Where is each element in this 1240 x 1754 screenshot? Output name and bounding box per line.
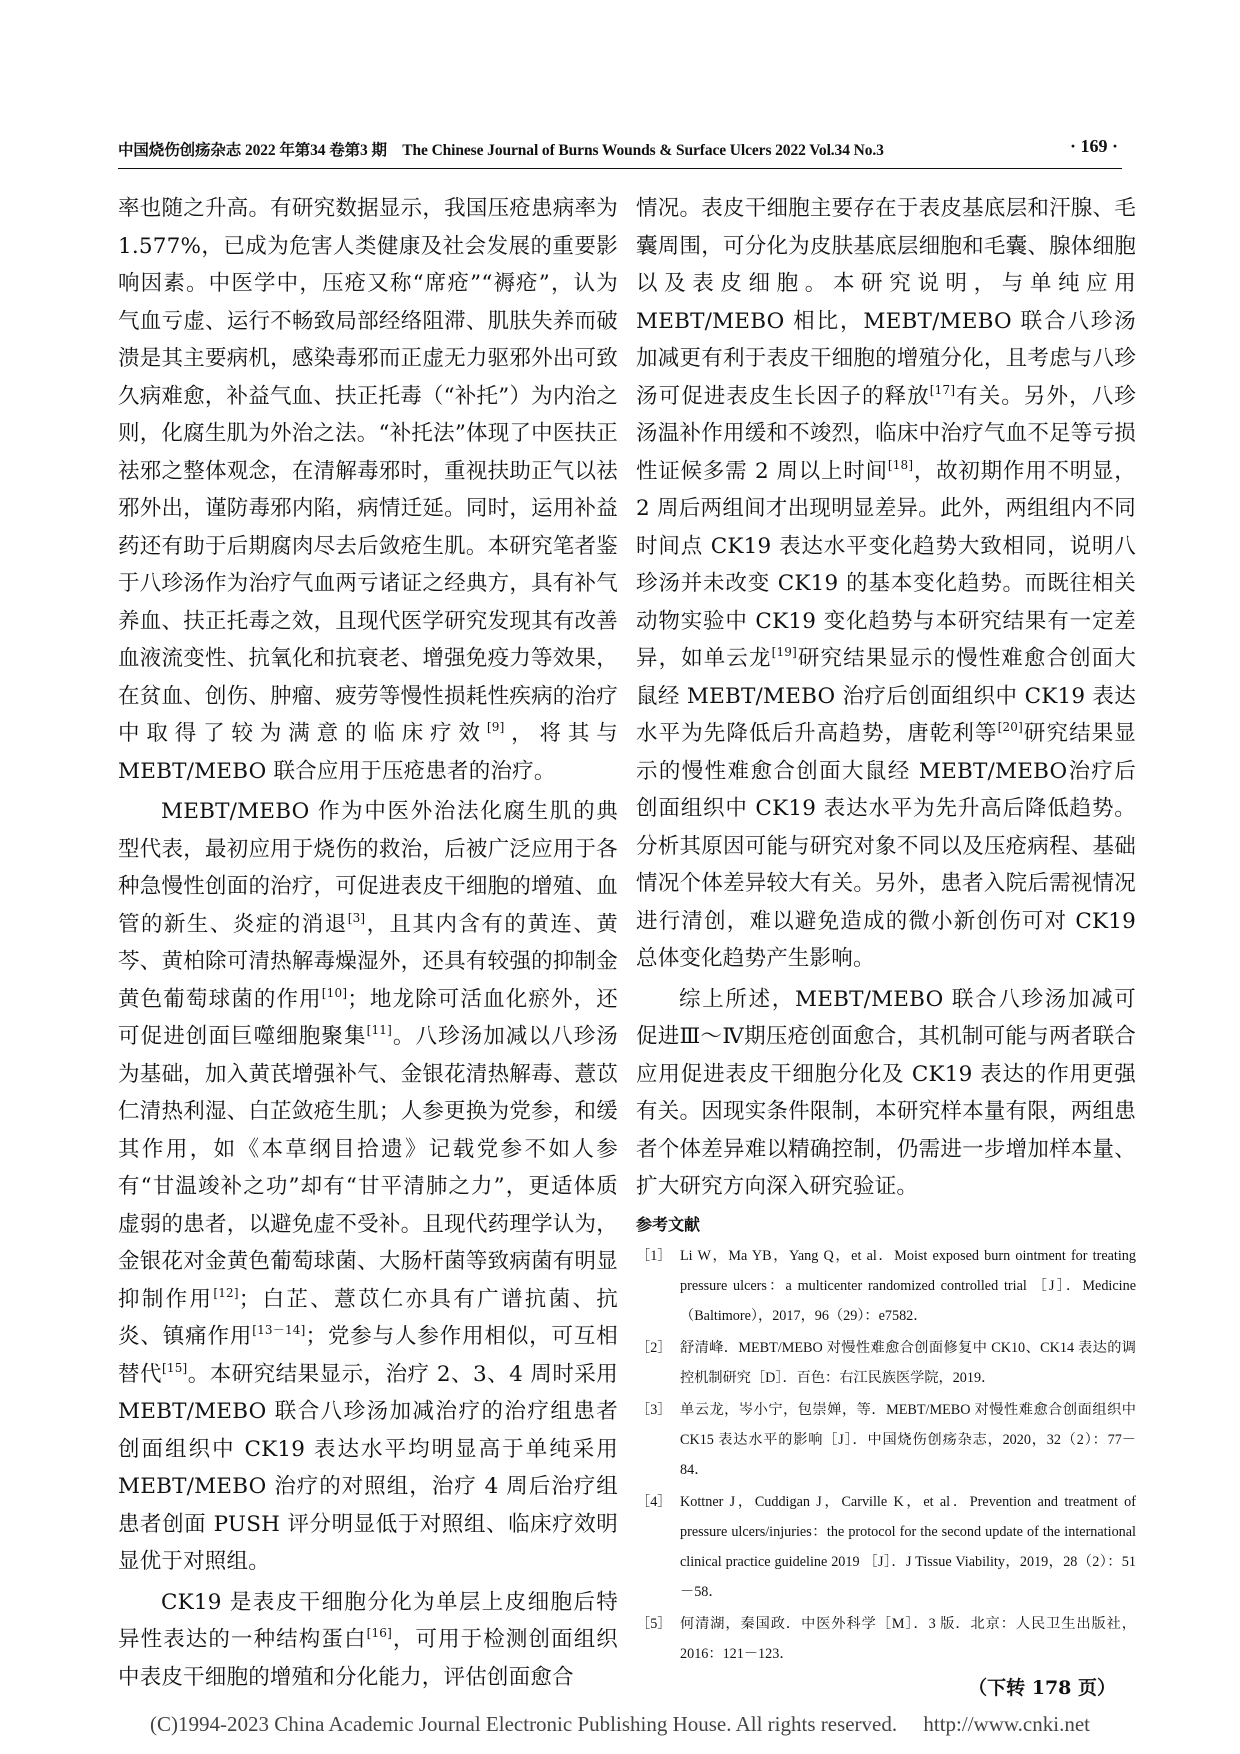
- copyright-footer: (C)1994-2023 China Academic Journal Electronic Publishing House. All rights reserved. http://www.cnki.net: [150, 1712, 1090, 1736]
- reference-text: Kottner J，Cuddigan J，Carville K，et al．Prevention and treatment of pressure ulcers/injuries：the protocol for the second update of the international clinical practice guideline 2019 ［J］．J Tissue Viability，2019，28（2）：51－58．: [680, 1493, 1136, 1600]
- references-heading: 参考文献: [636, 1214, 701, 1234]
- citation[interactable]: [12]: [213, 1285, 239, 1300]
- citation[interactable]: [11]: [366, 1023, 393, 1037]
- citation[interactable]: [10]: [321, 985, 348, 1000]
- paragraph: 率也随之升高。有研究数据显示，我国压疮患病率为 1.577%，已成为危害人类健康及社会发展的重要影响因素。中医学中，压疮又称“席疮”“褥疮”，认为气血亏虚、运行不畅致局部经络阻滞、肌肤失养而破溃是其主要病机，感染毒邪而正虚无力驱邪外出可致久病难愈，补益气血、扶正托毒（“补托”）为内治之则，化腐生肌为外治之法。“补托法”体现了中医扶正祛邪之整体观念，在清解毒邪时，重视扶助正气以祛邪外出，谨防毒邪内陷，病情迁延。同时，运用补益药还有助于后期腐肉尽去后敛疮生肌。本研究笔者鉴于八珍汤作为治疗气血两亏诸证之经典方，具有补气养血、扶正托毒之效，且现代医学研究发现其有改善血液流变性、抗氧化和抗衰老、增强免疫力等效果，在贫血、创伤、肿瘤、疲劳等慢性损耗性疾病的治疗中取得了较为满意的临床疗效[9]，将其与 MEBT/MEBO 联合应用于压疮患者的治疗。: [118, 196, 618, 784]
- reference-number: ［3］: [636, 1401, 672, 1418]
- citation[interactable]: [3]: [347, 910, 366, 925]
- reference-number: ［4］: [636, 1493, 672, 1510]
- paragraph: 综上所述，MEBT/MEBO 联合八珍汤加减可促进Ⅲ～Ⅳ期压疮创面愈合，其机制可能与两者联合应用促进表皮干细胞分化及 CK19 表达的作用更强有关。因现实条件限制，本研究样本量有限，两组患者个体差异难以精确控制，仍需进一步增加样本量、扩大研究方向深入研究验证。: [636, 986, 1136, 1199]
- reference-item: [636, 1395, 1136, 1485]
- running-header: [118, 132, 1122, 169]
- paragraph: MEBT/MEBO 作为中医外治法化腐生肌的典型代表，最初应用于烧伤的救治，后被广泛应用于各种急慢性创面的治疗，可促进表皮干细胞的增殖、血管的新生、炎症的消退[3]，且其内含有的黄连、黄芩、黄柏除可清热解毒燥湿外，还具有较强的抑制金黄色葡萄球菌的作用[10]；地龙除可活血化瘀外，还可促进创面巨噬细胞聚集[11]。八珍汤加减以八珍汤为基础，加入黄芪增强补气、金银花清热解毒、薏苡仁清热利湿、白芷敛疮生肌；人参更换为党参，和缓其作用，如《本草纲目拾遗》记载党参不如人参有“甘温竣补之功”却有“甘平清肺之力”，更适体质虚弱的患者，以避免虚不受补。且现代药理学认为，金银花对金黄色葡萄球菌、大肠杆菌等致病菌有明显抑制作用[12]；白芷、薏苡仁亦具有广谱抗菌、抗炎、镇痛作用[13－14]；党参与人参作用相似，可互相替代[15]。本研究结果显示，治疗 2、3、4 周时采用 MEBT/MEBO 联合八珍汤加减治疗的治疗组患者创面组织中 CK19 表达水平均明显高于单纯采用 MEBT/MEBO 治疗的对照组，治疗 4 周后治疗组患者创面 PUSH 评分明显低于对照组、临床疗效明显优于对照组。: [118, 799, 619, 1574]
- paragraph: 情况。表皮干细胞主要存在于表皮基底层和汗腺、毛囊周围，可分化为皮肤基底层细胞和毛囊、腺体细胞以及表皮细胞。本研究说明，与单纯应用 MEBT/MEBO 相比，MEBT/MEBO 联合八珍汤加减更有利于表皮干细胞的增殖分化，且考虑与八珍汤可促进表皮生长因子的释放[17]有关。另外，八珍汤温补作用缓和不竣烈，临床中治疗气血不足等亏损性证候多需 2 周以上时间[18]，故初期作用不明显，2 周后两组间才出现明显差异。此外，两组组内不同时间点 CK19 表达水平变化趋势大致相同，说明八珍汤并未改变 CK19 的基本变化趋势。而既往相关动物实验中 CK19 变化趋势与本研究结果有一定差异，如单云龙[19]研究结果显示的慢性难愈合创面大鼠经 MEBT/MEBO 治疗后创面组织中 CK19 表达水平为先降低后升高趋势，唐乾利等[20]研究结果显示的慢性难愈合创面大鼠经 MEBT/MEBO治疗后创面组织中 CK19 表达水平为先升高后降低趋势。分析其原因可能与研究对象不同以及压疮病程、基础情况个体差异较大有关。另外，患者入院后需视情况进行清创，难以避免造成的微小新创伤可对 CK19 总体变化趋势产生影响。: [636, 196, 1136, 971]
- reference-number: ［1］: [636, 1247, 672, 1264]
- reference-item: [636, 1487, 1136, 1607]
- left-column: [118, 190, 618, 1696]
- reference-item: [636, 1609, 1136, 1669]
- reference-text: 何清湖，秦国政．中医外科学［M］．3 版．北京：人民卫生出版社，2016：121－123．: [680, 1615, 1136, 1662]
- citation[interactable]: [17]: [929, 382, 956, 397]
- reference-item: [636, 1333, 1136, 1393]
- citation[interactable]: [16]: [366, 1626, 393, 1640]
- citation[interactable]: [19]: [771, 645, 798, 659]
- reference-text: Li W，Ma YB，Yang Q，et al．Moist exposed burn ointment for treating pressure ulcers：a multicenter randomized controlled trial ［J］．Medicine（Baltimore），2017，96（29）：e7582．: [680, 1247, 1136, 1324]
- continued-note: （下转 178 页）: [968, 1676, 1116, 1699]
- citation[interactable]: [15]: [161, 1360, 188, 1375]
- reference-number: ［5］: [636, 1615, 672, 1632]
- right-column: [636, 190, 1136, 1700]
- citation[interactable]: [18]: [887, 457, 914, 472]
- reference-text: 单云龙，岑小宁，包崇婵，等．MEBT/MEBO 对慢性难愈合创面组织中 CK15 表达水平的影响［J］．中国烧伤创疡杂志，2020，32（2）：77－84．: [680, 1401, 1136, 1478]
- citation[interactable]: [13－14]: [252, 1323, 306, 1337]
- paragraph: CK19 是表皮干细胞分化为单层上皮细胞后特异性表达的一种结构蛋白[16]，可用于检测创面组织中表皮干细胞的增殖和分化能力，评估创面愈合: [118, 1589, 618, 1690]
- citation[interactable]: [9]: [486, 720, 505, 734]
- journal-running-title: 中国烧伤创疡杂志 2022 年第34 卷第3 期 The Chinese Journal of Burns Wounds & Surface Ulcers 2022 Vol.34 No.3: [118, 142, 884, 159]
- page-number: · 169 ·: [1069, 136, 1118, 156]
- citation[interactable]: [20]: [997, 720, 1023, 734]
- reference-item: [636, 1241, 1136, 1331]
- reference-number: ［2］: [636, 1339, 672, 1356]
- reference-text: 舒清峰．MEBT/MEBO 对慢性难愈合创面修复中 CK10、CK14 表达的调控机制研究［D］．百色：右江民族医学院，2019．: [680, 1339, 1136, 1386]
- reference-list: [636, 1241, 1136, 1669]
